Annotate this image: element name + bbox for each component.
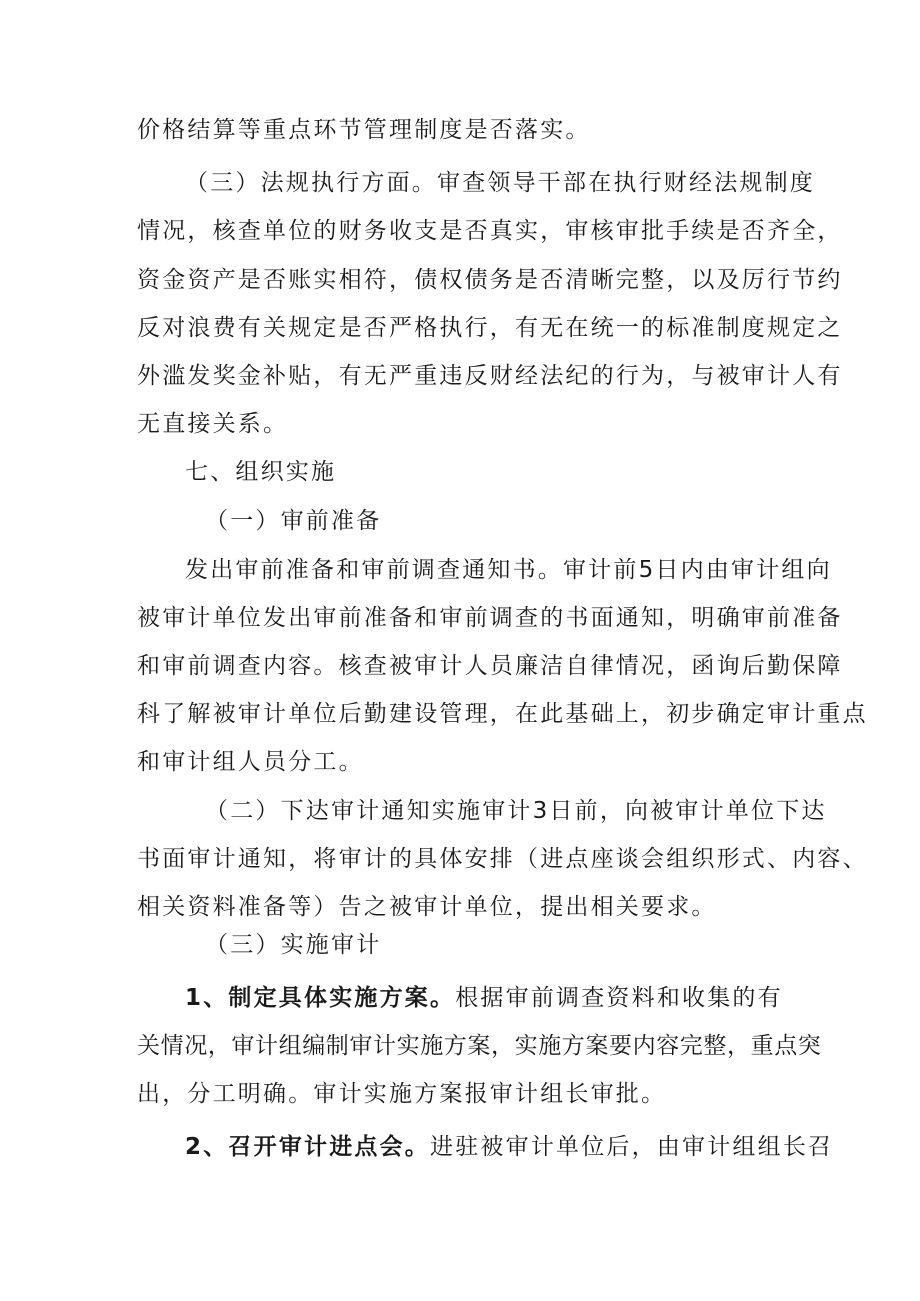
text-line: 价格结算等重点环节管理制度是否落实。 [137,117,591,143]
section-heading-organization: 七、组织实施 [185,459,337,485]
list-item-1 [185,983,783,1013]
list-item-2-text: 进驻被审计单位后，由审计组组长召 [430,1134,834,1160]
text-line: 情况，核查单位的财务收支是否真实，审核审批手续是否齐全， [137,218,843,244]
list-item-1-heading: 1、制定具体实施方案。 [185,985,456,1011]
subsection-heading-regulations: （三）法规执行方面。审查领导干部在执行财经法规制度 [185,170,815,196]
text-line: 科了解被审计单位后勤建设管理，在此基础上，初步确定审计重点 [137,701,868,727]
text-line: 相关资料准备等）告之被审计单位，提出相关要求。 [137,894,717,920]
subsection-heading-notice: （二）下达审计通知实施审计3日前，向被审计单位下达 [205,798,827,824]
text-line: 和审计组人员分工。 [137,749,364,775]
text-line: 资金资产是否账实相符，债权债务是否清晰完整，以及厉行节约 [137,267,843,293]
subsection-heading-preparation: （一）审前准备 [205,508,382,534]
text-line: 发出审前准备和审前调查通知书。审计前5日内由审计组向 [185,557,832,583]
text-line: 出，分工明确。审计实施方案报审计组长审批。 [137,1081,667,1107]
subsection-heading-implementation: （三）实施审计 [205,932,382,958]
text-line: 书面审计通知，将审计的具体安排（进点座谈会组织形式、内容、 [137,846,868,872]
text-line: 外滥发奖金补贴，有无严重违反财经法纪的行为，与被审计人有 [137,363,843,389]
list-item-2-heading: 2、召开审计进点会。 [185,1134,431,1160]
list-item-1-text: 根据审前调查资料和收集的有 [455,985,783,1011]
text-line: 关情况，审计组编制审计实施方案，实施方案要内容完整，重点突 [137,1033,822,1059]
text-line: 被审计单位发出审前准备和审前调查的书面通知，明确审前准备 [137,605,843,631]
text-line: 和审前调查内容。核查被审计人员廉洁自律情况，函询后勤保障 [137,653,843,679]
text-line: 无直接关系。 [137,411,289,437]
list-item-2 [185,1132,833,1162]
text-line: 反对浪费有关规定是否严格执行，有无在统一的标准制度规定之 [137,315,843,341]
